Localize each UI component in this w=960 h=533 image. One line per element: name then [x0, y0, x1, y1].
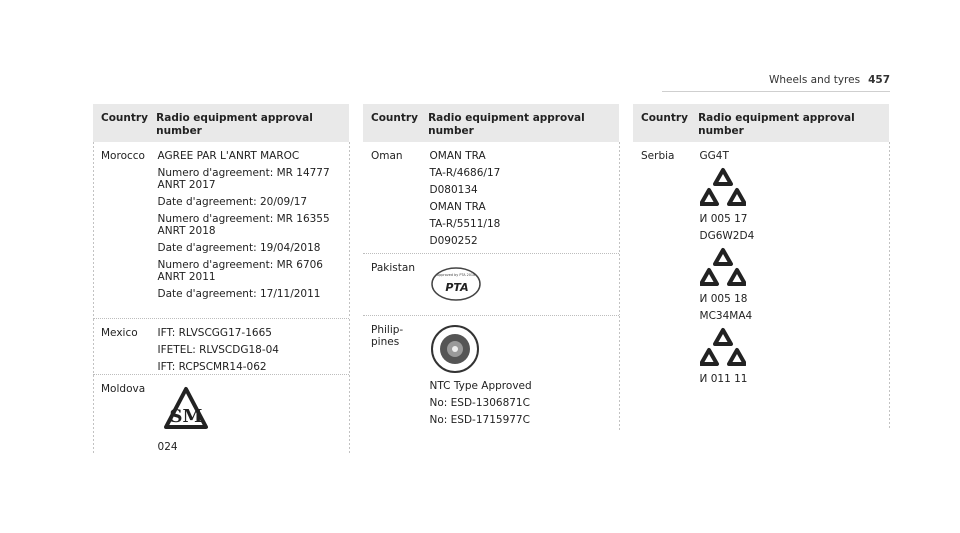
table-row: [93, 142, 349, 319]
page-number: 457: [868, 74, 890, 86]
approval-cell: [430, 142, 619, 253]
serbia-conformity-mark-icon: [700, 327, 746, 367]
approval-line: TA-R/4686/17: [429, 167, 501, 179]
country-cell: Oman: [371, 150, 403, 162]
header-rule: [662, 91, 890, 92]
col-approval-header: Radio equipment approval number: [156, 112, 313, 137]
approval-line: Date d'agreement: 19/04/2018: [157, 242, 321, 254]
approval-cell: [158, 319, 349, 374]
table-3: [633, 104, 889, 430]
approval-cell: [158, 142, 349, 318]
col-country-header: Country: [101, 112, 148, 124]
svg-text:Approved by PTA 2018: Approved by PTA 2018: [436, 273, 475, 277]
approval-cell: [430, 254, 619, 315]
table-2: [363, 104, 619, 432]
country-cell: Moldova: [101, 383, 146, 395]
approval-cell: [430, 316, 619, 432]
serbia-conformity-mark-icon: [700, 247, 746, 287]
svg-text:SM: SM: [169, 406, 202, 427]
approval-line: Date d'agreement: 17/11/2011: [157, 288, 321, 300]
approval-line: DG6W2D4: [699, 230, 755, 242]
country-cell: Morocco: [101, 150, 145, 162]
col-country-header: Country: [641, 112, 688, 124]
approval-line: D090252: [429, 235, 478, 247]
table-row: [363, 316, 619, 432]
pta-logo-icon: [430, 266, 482, 302]
approval-cell: [158, 375, 349, 453]
country-cell: Philip- pines: [371, 324, 404, 348]
approval-line: IFETEL: RLVSCDG18-04: [157, 344, 279, 356]
approval-line: No: ESD-1306871C: [429, 397, 530, 409]
approval-line: NTC Type Approved: [429, 380, 532, 392]
approval-line: MC34MA4: [699, 310, 753, 322]
table-header: [633, 104, 889, 142]
col-approval-header: Radio equipment approval number: [428, 112, 585, 137]
table-1: [93, 104, 349, 453]
approval-line: AGREE PAR L'ANRT MAROC: [157, 150, 300, 162]
moldova-conformity-mark-icon: [162, 385, 210, 433]
ntc-seal-icon: [430, 324, 480, 374]
table-row: [363, 142, 619, 254]
approval-line: Date d'agreement: 20/09/17: [157, 196, 308, 208]
country-cell: Pakistan: [371, 262, 415, 274]
approval-line: No: ESD-1715977C: [429, 414, 530, 426]
approval-line: И 011 11: [699, 373, 748, 385]
section-title: Wheels and tyres: [768, 74, 861, 86]
approval-line: D080134: [429, 184, 478, 196]
approval-line: Numero d'agreement: MR 14777 ANRT 2017: [157, 167, 330, 191]
table-row: [363, 254, 619, 316]
approval-line: IFT: RLVSCGG17-1665: [157, 327, 272, 339]
country-cell: Mexico: [101, 327, 138, 339]
approval-line: 024: [157, 441, 178, 453]
table-header: [363, 104, 619, 142]
svg-text:PTA: PTA: [444, 281, 469, 294]
approval-line: Numero d'agreement: MR 6706 ANRT 2011: [157, 259, 323, 283]
approval-line: И 005 17: [699, 213, 748, 225]
table-row: [93, 319, 349, 375]
approval-cell: [700, 142, 889, 430]
page-header: [769, 74, 890, 86]
table-header: [93, 104, 349, 142]
col-approval-header: Radio equipment approval number: [698, 112, 855, 137]
table-row: [93, 375, 349, 453]
approval-line: И 005 18: [699, 293, 748, 305]
approval-line: IFT: RCPSCMR14-062: [157, 361, 267, 373]
approval-line: OMAN TRA: [429, 150, 486, 162]
approval-line: GG4T: [699, 150, 729, 162]
serbia-conformity-mark-icon: [700, 167, 746, 207]
col-country-header: Country: [371, 112, 418, 124]
country-cell: Serbia: [641, 150, 675, 162]
approval-line: TA-R/5511/18: [429, 218, 501, 230]
approval-line: Numero d'agreement: MR 16355 ANRT 2018: [157, 213, 330, 237]
table-row: [633, 142, 889, 430]
approval-line: OMAN TRA: [429, 201, 486, 213]
